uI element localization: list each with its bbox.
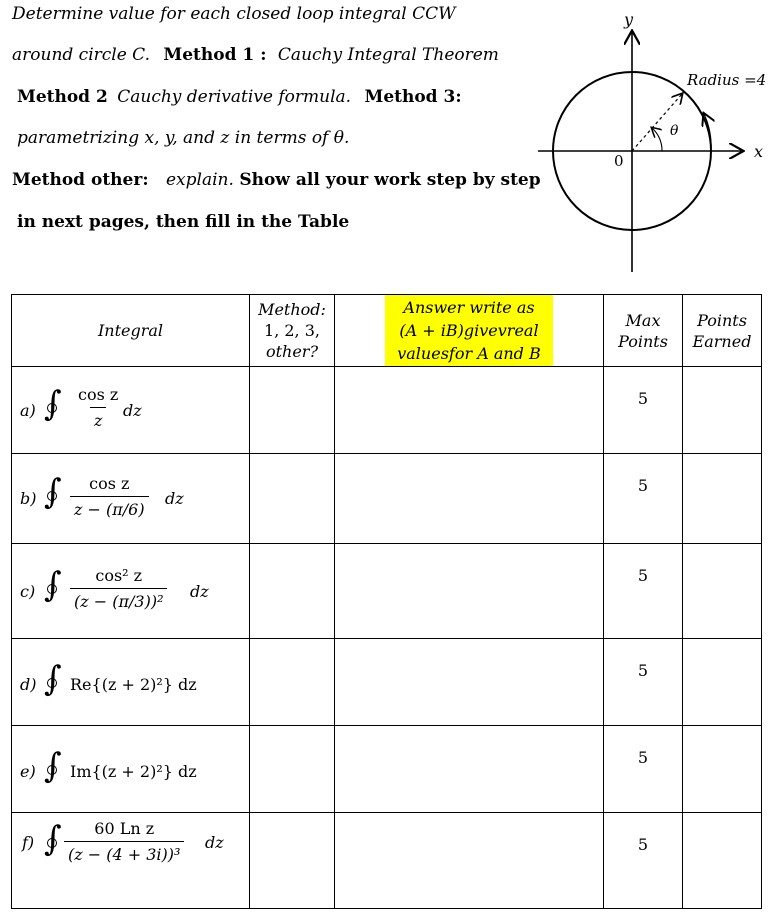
contour-integral-icon: ∫ — [44, 565, 62, 605]
integrand-fraction — [64, 819, 184, 864]
row-label: f) — [22, 833, 35, 852]
row-label: c) — [20, 582, 36, 601]
method-cell[interactable] — [250, 367, 335, 454]
integrand-fraction — [74, 385, 122, 430]
method-3-label: Method 3: — [364, 87, 462, 107]
max-points-cell: 5 — [604, 367, 683, 454]
header-answer-line: (A + iB)givevreal — [399, 321, 539, 340]
table-row — [12, 639, 762, 726]
row-label: b) — [20, 489, 37, 508]
integral-table — [11, 294, 762, 909]
method-cell[interactable] — [250, 726, 335, 813]
differential: dz — [165, 489, 184, 508]
denominator: z − (π/6) — [70, 496, 149, 519]
points-earned-cell[interactable] — [683, 454, 762, 544]
header-max-line: Points — [618, 331, 668, 351]
header-row — [12, 295, 762, 367]
method-1-name: Cauchy Integral Theorem — [277, 45, 499, 65]
table-row — [12, 367, 762, 454]
integrand-expression: Im{(z + 2)²} dz — [70, 762, 197, 781]
contour-circle-diagram — [530, 6, 782, 274]
integral-cell — [12, 639, 250, 726]
answer-cell[interactable] — [335, 639, 604, 726]
integrand-fraction — [70, 566, 167, 611]
method-other-label: Method other: — [12, 170, 149, 190]
method-1-label: Method 1 — [163, 45, 255, 65]
header-method-line: Method: — [258, 300, 326, 319]
header-answer — [335, 295, 604, 367]
answer-cell[interactable] — [335, 544, 604, 639]
header-integral: Integral — [12, 295, 250, 367]
answer-highlight — [385, 295, 553, 366]
integral-cell — [12, 813, 250, 909]
denominator: (z − (π/3))² — [70, 588, 167, 611]
theta-label: θ — [670, 123, 679, 139]
denominator: (z − (4 + 3i))³ — [64, 841, 184, 864]
max-points-cell: 5 — [604, 544, 683, 639]
differential: dz — [123, 401, 142, 420]
instruction-text: around circle C. — [12, 45, 150, 65]
numerator: cos² z — [95, 566, 143, 585]
integral-cell — [12, 726, 250, 813]
contour-integral-icon: ∫ — [44, 659, 62, 699]
table-row — [12, 544, 762, 639]
header-earned-line: Earned — [692, 331, 752, 351]
table-row — [12, 813, 762, 909]
differential: dz — [205, 833, 224, 852]
method-cell[interactable] — [250, 813, 335, 909]
instruction-line-1: Determine value for each closed loop integral CCW — [12, 4, 456, 24]
header-method — [250, 295, 335, 367]
row-label: e) — [20, 762, 36, 781]
instruction-line-5 — [12, 170, 541, 190]
integrand-fraction — [70, 474, 149, 519]
answer-cell[interactable] — [335, 726, 604, 813]
method-2-name: Cauchy derivative formula. — [117, 87, 352, 107]
points-earned-cell[interactable] — [683, 726, 762, 813]
points-earned-cell[interactable] — [683, 367, 762, 454]
method-cell[interactable] — [250, 454, 335, 544]
points-earned-cell[interactable] — [683, 639, 762, 726]
contour-integral-icon: ∫ — [44, 472, 62, 512]
answer-cell[interactable] — [335, 813, 604, 909]
header-max-line: Max — [625, 310, 661, 330]
header-answer-line: Answer write as — [403, 298, 535, 317]
contour-integral-icon: ∫ — [44, 746, 62, 786]
header-method-line: 1, 2, 3, — [264, 321, 320, 340]
show-work-text: Show all your work step by step — [239, 170, 541, 190]
x-label: x — [754, 142, 764, 161]
method-cell[interactable] — [250, 544, 335, 639]
colon: : — [260, 45, 267, 65]
row-label: d) — [20, 675, 37, 694]
method-cell[interactable] — [250, 639, 335, 726]
instruction-line-4: parametrizing x, y, and z in terms of θ. — [17, 128, 350, 148]
radius-label: Radius =4 — [687, 71, 767, 89]
points-earned-cell[interactable] — [683, 813, 762, 909]
integral-cell — [12, 454, 250, 544]
method-2-label: Method 2 — [17, 87, 108, 107]
max-points-cell: 5 — [604, 726, 683, 813]
answer-cell[interactable] — [335, 454, 604, 544]
header-max-points — [604, 295, 683, 367]
contour-integral-icon: ∫ — [44, 384, 62, 424]
header-answer-line: valuesfor A and B — [397, 344, 541, 363]
origin-label: 0 — [614, 152, 624, 170]
instruction-line-2 — [12, 45, 499, 65]
header-earned-line: Points — [697, 310, 747, 330]
method-other-explain: explain. — [166, 170, 234, 190]
numerator: cos z — [89, 474, 130, 493]
instruction-line-3 — [17, 87, 462, 107]
denominator: z — [90, 407, 106, 430]
numerator: 60 Ln z — [94, 819, 155, 838]
header-method-line: other? — [265, 342, 319, 361]
integrand-expression: Re{(z + 2)²} dz — [70, 675, 197, 694]
max-points-cell: 5 — [604, 639, 683, 726]
header-points-earned — [683, 295, 762, 367]
table-row — [12, 726, 762, 813]
differential: dz — [190, 582, 209, 601]
max-points-cell: 5 — [604, 454, 683, 544]
theta-arc — [652, 128, 662, 151]
y-label: y — [624, 10, 634, 29]
numerator: cos z — [78, 385, 119, 404]
integral-cell — [12, 367, 250, 454]
answer-cell[interactable] — [335, 367, 604, 454]
table-row — [12, 454, 762, 544]
contour-integral-icon: ∫ — [44, 819, 62, 859]
integral-cell — [12, 544, 250, 639]
max-points-cell: 5 — [604, 813, 683, 909]
instruction-line-6: in next pages, then fill in the Table — [17, 212, 350, 232]
row-label: a) — [20, 401, 36, 420]
points-earned-cell[interactable] — [683, 544, 762, 639]
